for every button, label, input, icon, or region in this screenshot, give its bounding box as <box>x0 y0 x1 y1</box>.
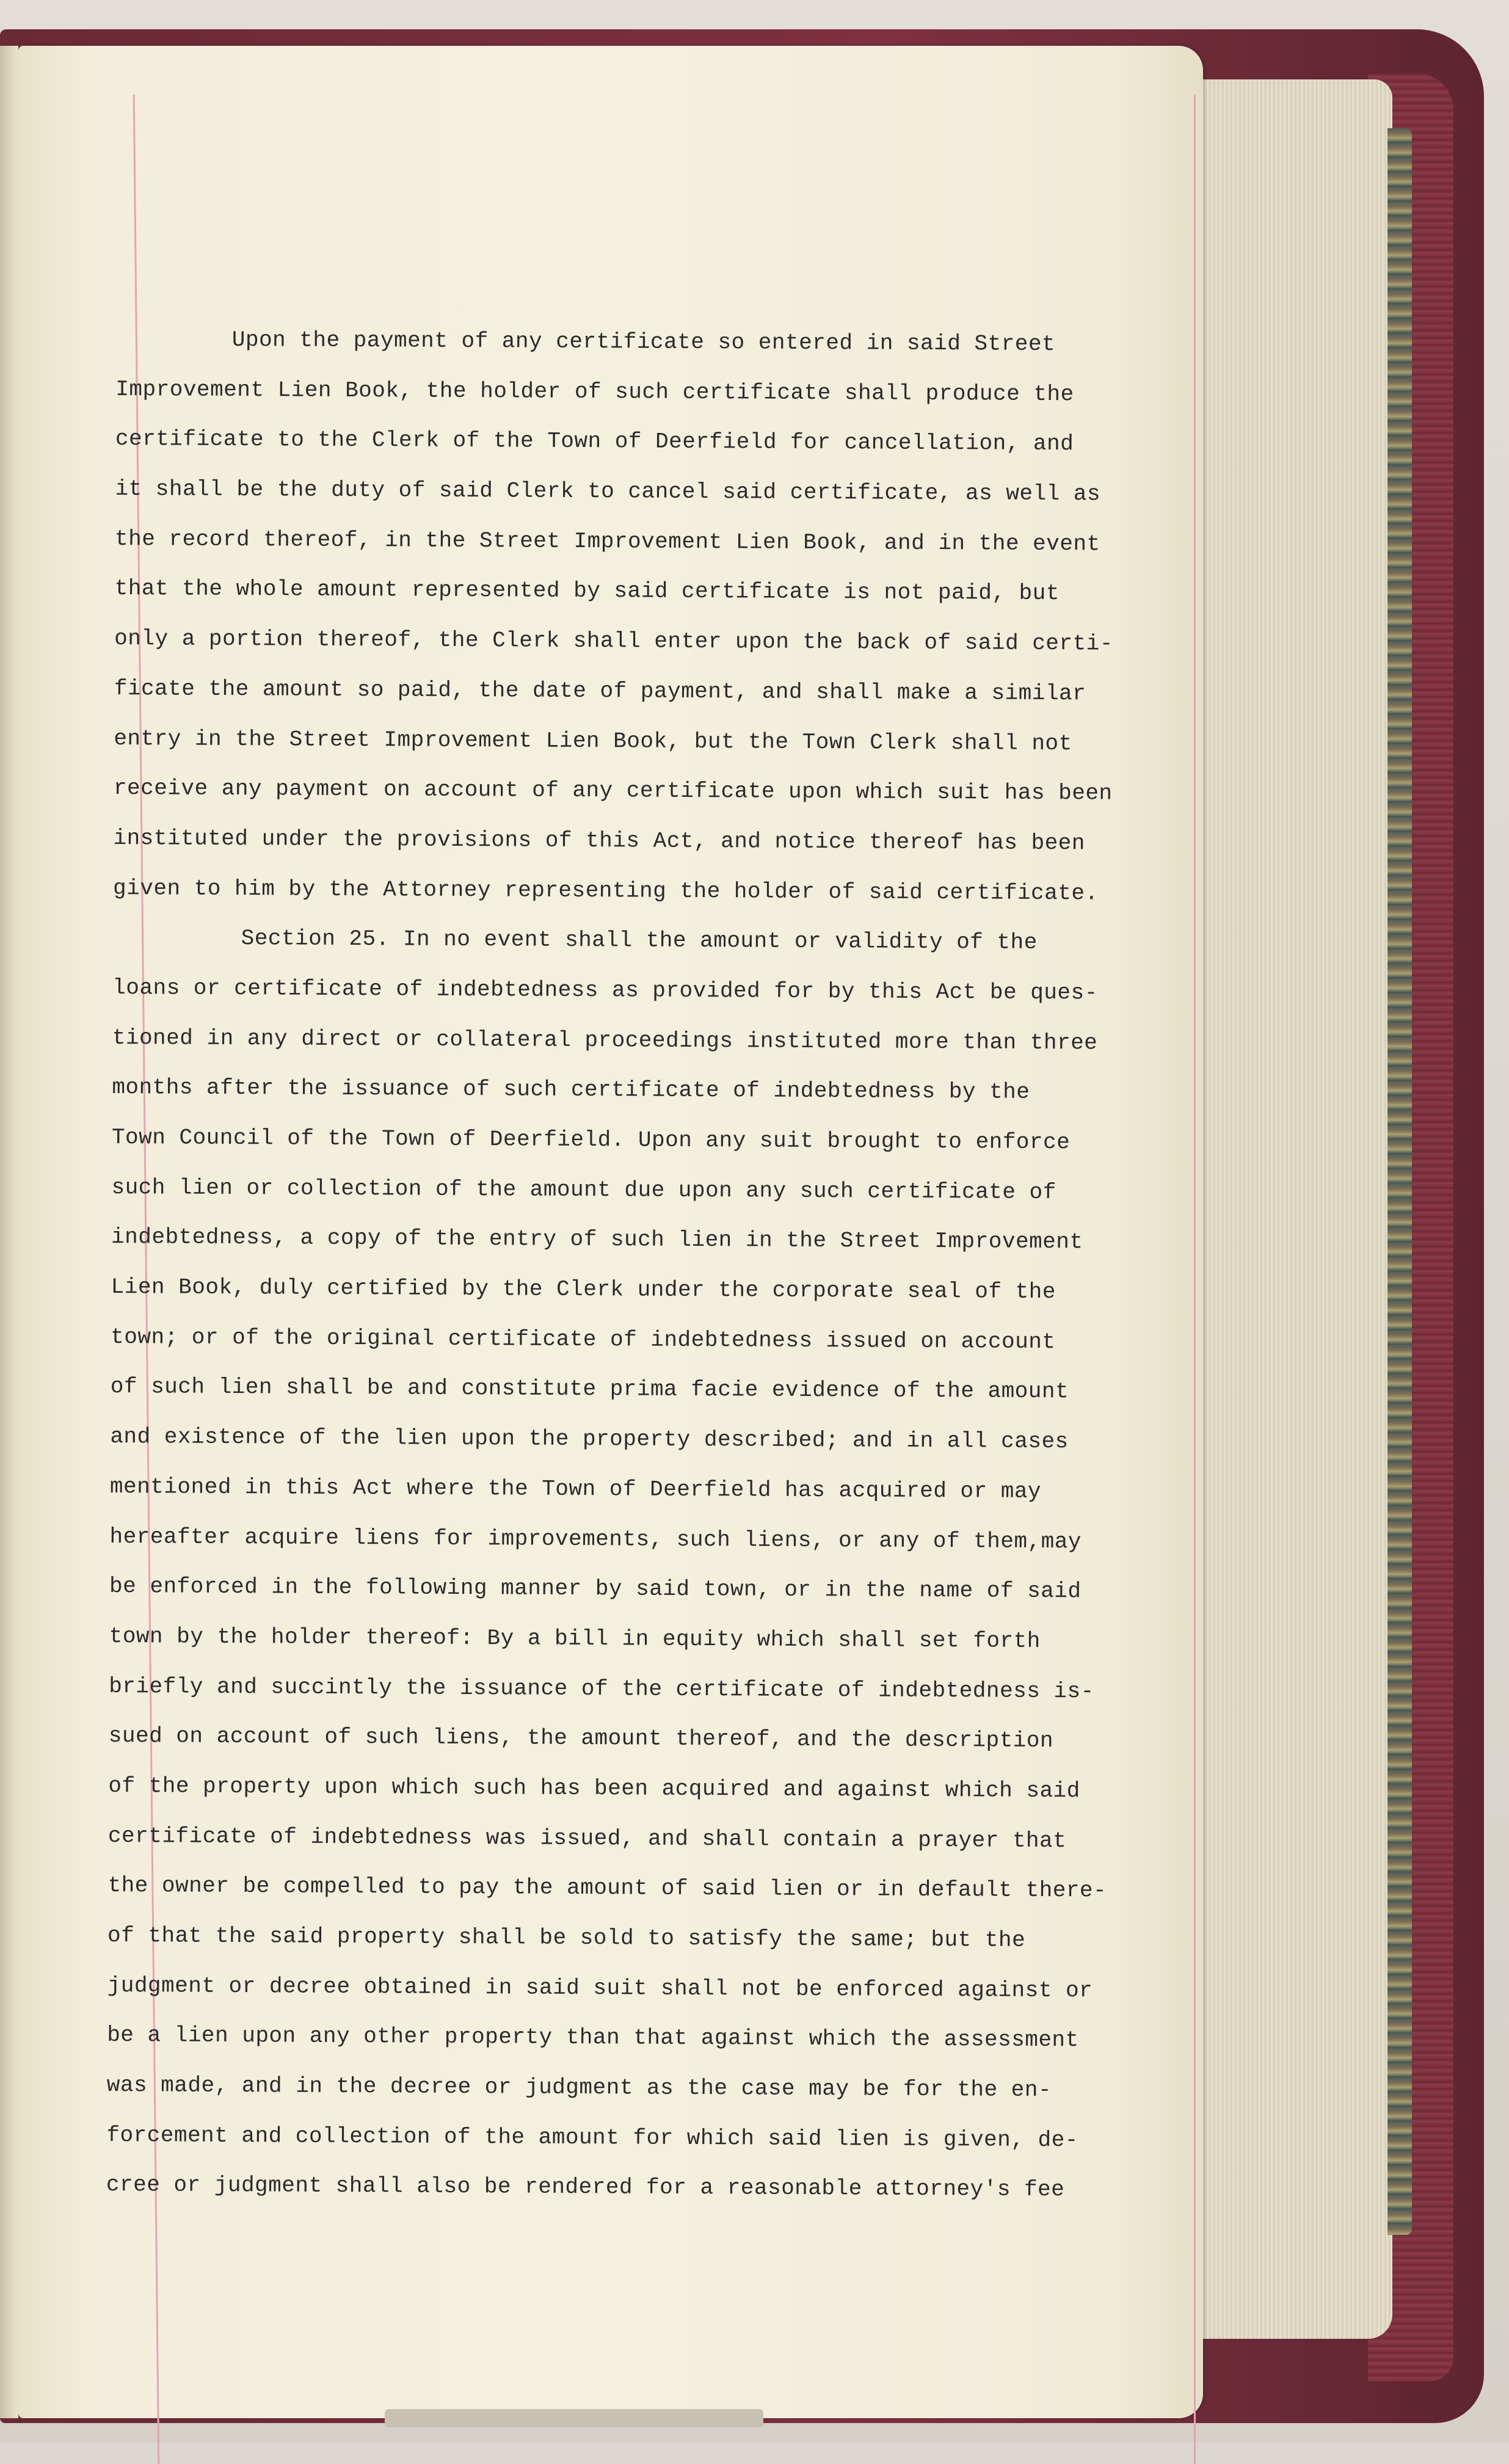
text-line: was made, and in the decree or judgment as the case may be for the en- <box>106 2073 1052 2103</box>
text-line: certificate to the Clerk of the Town of Deerfield for cancellation, and <box>115 426 1074 457</box>
text-line: certificate of indebtedness was issued, and shall contain a prayer that <box>107 1823 1067 1853</box>
text-line: that the whole amount represented by said certificate is not paid, but <box>114 576 1060 606</box>
text-line: the owner be compelled to pay the amount of said lien or in default there- <box>107 1873 1107 1903</box>
text-line: sued on account of such liens, the amount thereof, and the description <box>108 1723 1054 1754</box>
text-line: months after the issuance of such certificate of indebtedness by the <box>112 1075 1030 1105</box>
text-line: mentioned in this Act where the Town of Deerfield has acquired or may <box>109 1474 1042 1504</box>
typed-text-body <box>106 314 1191 2215</box>
text-line: and existence of the lien upon the property described; and in all cases <box>110 1424 1069 1455</box>
facing-page-gutter <box>0 46 18 2418</box>
text-line: such lien or collection of the amount due upon any such certificate of <box>111 1174 1056 1205</box>
text-line: briefly and succintly the issuance of the certificate of indebtedness is- <box>109 1673 1094 1704</box>
text-line: receive any payment on account of any certificate upon which suit has been <box>113 776 1113 806</box>
text-line: be enforced in the following manner by said town, or in the name of said <box>109 1574 1082 1604</box>
text-line: the record thereof, in the Street Improvement Lien Book, and in the event <box>114 526 1100 557</box>
text-line: entry in the Street Improvement Lien Book, but the Town Clerk shall not <box>114 725 1072 756</box>
bottom-clasp <box>385 2409 763 2427</box>
text-line: town; or of the original certificate of indebtedness issued on account <box>111 1324 1056 1354</box>
text-line: ficate the amount so paid, the date of payment, and shall make a similar <box>114 675 1086 707</box>
text-line: cree or judgment shall also be rendered for a reasonable attorney's fee <box>106 2172 1065 2203</box>
text-line: Upon the payment of any certificate so entered in said Street <box>231 327 1056 357</box>
marbled-edge <box>1387 128 1412 2235</box>
text-line: it shall be the duty of said Clerk to cancel said certificate, as well as <box>115 476 1101 507</box>
text-line: instituted under the provisions of this Act, and notice thereof has been <box>113 825 1086 856</box>
page-block-edges <box>1188 79 1392 2339</box>
text-line: of such lien shall be and constitute prima facie evidence of the amount <box>110 1374 1069 1405</box>
text-line: town by the holder thereof: By a bill in equity which shall set forth <box>109 1623 1041 1654</box>
text-line: indebtedness, a copy of the entry of such lien in the Street Improvement <box>111 1224 1083 1255</box>
text-line: Lien Book, duly certified by the Clerk under the corporate seal of the <box>111 1274 1056 1305</box>
text-line: judgment or decree obtained in said suit shall not be enforced against or <box>107 1972 1093 2004</box>
text-line: tioned in any direct or collateral proceedings instituted more than three <box>112 1025 1098 1056</box>
text-line: Town Council of the Town of Deerfield. Upon any suit brought to enforce <box>111 1124 1071 1155</box>
text-line: of that the said property shall be sold to satisfy the same; but the <box>107 1922 1026 1953</box>
text-line: given to him by the Attorney representing the holder of said certificate. <box>112 875 1099 906</box>
text-line: hereafter acquire liens for improvements, such liens, or any of them,may <box>109 1524 1082 1554</box>
text-line: of the property upon which such has been acquired and against which said <box>108 1773 1080 1804</box>
right-margin-rule <box>1194 95 1196 2464</box>
text-line: loans or certificate of indebtedness as provided for by this Act be ques- <box>112 975 1098 1006</box>
text-line: Improvement Lien Book, the holder of such certificate shall produce the <box>115 376 1074 407</box>
text-line: forcement and collection of the amount for which said lien is given, de- <box>106 2122 1078 2153</box>
text-line: be a lien upon any other property than that against which the assessment <box>107 2022 1079 2053</box>
text-line: only a portion thereof, the Clerk shall enter upon the back of said certi- <box>114 626 1113 656</box>
section-heading-line: Section 25. In no event shall the amount or validity of the <box>241 926 1038 956</box>
